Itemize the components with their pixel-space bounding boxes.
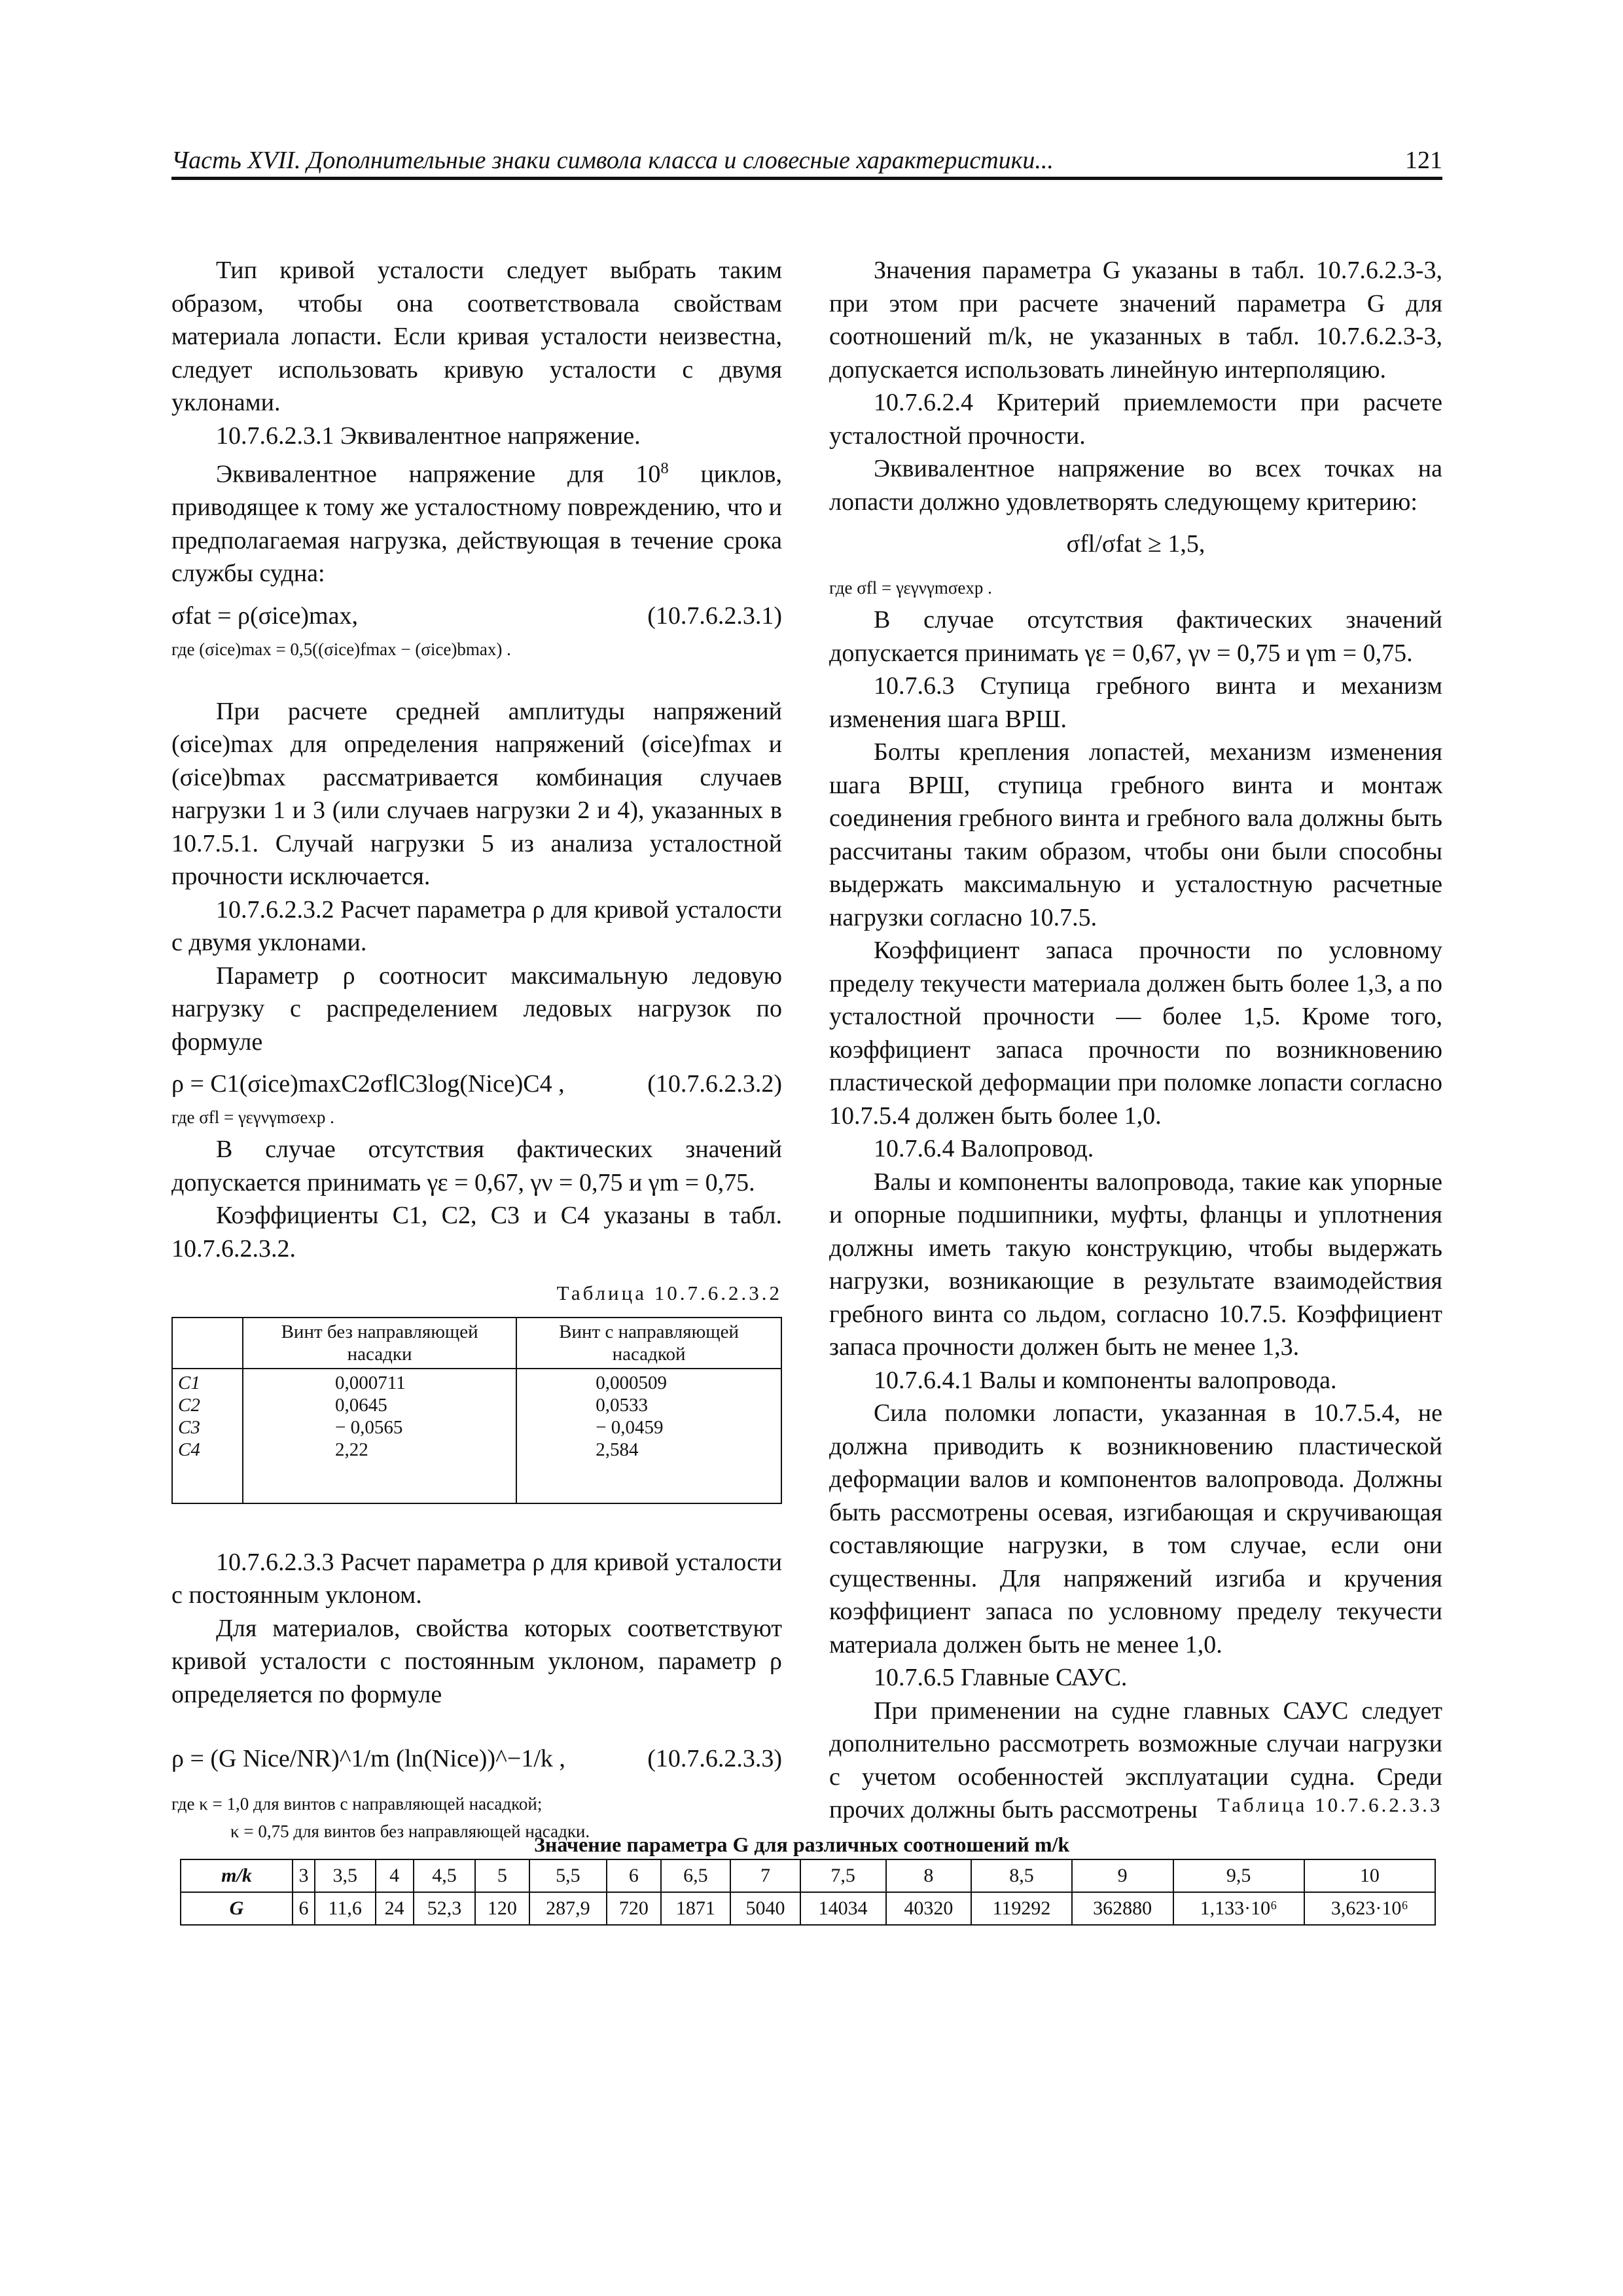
table-cell: 6	[607, 1859, 660, 1892]
equation-number: (10.7.6.2.3.1)	[647, 601, 782, 630]
equation-10-7-6-2-3-1	[171, 600, 782, 635]
table-cell: 6	[293, 1892, 315, 1925]
table-cell: 720	[607, 1892, 660, 1925]
g-table	[180, 1859, 1436, 1926]
criterion-formula: σfl/σfat ≥ 1,5,	[1066, 530, 1205, 558]
table-cell: C1 C2 C3 C4	[172, 1369, 243, 1503]
section-heading: 10.7.6.2.3.1 Эквивалентное напряжение.	[216, 422, 641, 450]
equation-where: κ = 0,75 для винтов без направляющей насадки.	[230, 1821, 590, 1842]
table-cell: 8,5	[971, 1859, 1071, 1892]
paragraph: Для материалов, свойства которых соответствуют кривой усталости с постоянным уклоном, параметр ρ определяется по формуле	[171, 1614, 782, 1708]
page-header	[171, 144, 1442, 181]
table-row	[172, 1369, 781, 1503]
table-cell: 8	[886, 1859, 972, 1892]
table-cell: 10	[1304, 1859, 1435, 1892]
section-heading: 10.7.6.4.1 Валы и компоненты валопровода.	[874, 1366, 1337, 1394]
paragraph: Болты крепления лопастей, механизм изменения шага ВРШ, ступица гребного винта и монтаж соединения гребного винта и гребного вала должны быть рассчитаны таким образом, чтобы они были способны выдержать максимальную и усталостную расчетные нагрузки согласно 10.7.5.	[829, 738, 1442, 931]
table-cell: 119292	[971, 1892, 1071, 1925]
table-title: Значение параметра G для различных соотношений m/k	[534, 1833, 1070, 1856]
left-column	[171, 254, 782, 1847]
table-cell: 1871	[661, 1892, 731, 1925]
equation-body: σfat = ρ(σice)max,	[171, 601, 358, 630]
equation-where: где (σice)max = 0,5((σice)fmax − (σice)bmax) .	[171, 639, 511, 659]
table-cell: 5,5	[529, 1859, 607, 1892]
equation-body: ρ = C1(σice)maxC2σflC3log(Nice)C4 ,	[171, 1070, 565, 1098]
equation-where: где κ = 1,0 для винтов с направляющей насадкой;	[171, 1794, 543, 1814]
table-cell: 11,6	[315, 1892, 376, 1925]
table-row	[181, 1859, 1435, 1892]
table-cell: 5040	[730, 1892, 800, 1925]
table-cell: 9	[1072, 1859, 1173, 1892]
equation-where: где σfl = γεγνγmσexp .	[829, 578, 992, 598]
table-cell: 3	[293, 1859, 315, 1892]
section-heading: 10.7.6.4 Валопровод.	[874, 1135, 1094, 1162]
table-cell: 9,5	[1173, 1859, 1304, 1892]
paragraph: Эквивалентное напряжение во всех точках на лопасти должно удовлетворять следующему критерию:	[829, 455, 1442, 516]
table-cell: 7,5	[800, 1859, 886, 1892]
section-heading: 10.7.6.5 Главные САУС.	[874, 1664, 1128, 1691]
table-header-cell: G	[181, 1892, 293, 1925]
table-cell: 5	[475, 1859, 529, 1892]
equation-10-7-6-2-3-3	[171, 1729, 782, 1789]
table-cell: 120	[475, 1892, 529, 1925]
paragraph: Тип кривой усталости следует выбрать таким образом, чтобы она соответствовала свойствам материала лопасти. Если кривая усталости неизвестна, следует использовать кривую усталости с двумя уклонами.	[171, 257, 782, 416]
table-cell: 287,9	[529, 1892, 607, 1925]
equation-number: (10.7.6.2.3.3)	[647, 1745, 782, 1773]
equation-body: ρ = (G Nice/NR)^1/m (ln(Nice))^−1/k ,	[171, 1745, 565, 1773]
table-header-cell: Винт с направляющей насадкой	[516, 1318, 781, 1369]
coefficients-table	[171, 1317, 782, 1504]
table-header-cell: m/k	[181, 1859, 293, 1892]
g-parameter-table	[180, 1859, 1436, 1926]
paragraph: При применении на судне главных САУС следует дополнительно рассмотреть возможные случаи нагрузки с учетом особенностей эксплуатации судна. Среди прочих должны быть рассмотрены	[829, 1696, 1442, 1823]
paragraph: Коэффициент запаса прочности по условному пределу текучести материала должен быть более 1,3, а по усталостной прочности — более 1,5. Кроме того, коэффициент запаса прочности по возникновению пластической деформации при поломке лопасти согласно 10.7.5.4 должен быть более 1,0.	[829, 937, 1442, 1130]
paragraph: Параметр ρ соотносит максимальную ледовую нагрузку с распределением ледовых нагрузок по формуле	[171, 961, 782, 1056]
running-title: Часть XVII. Дополнительные знаки символа класса и словесные характеристики...	[171, 147, 1054, 174]
table-cell: 24	[376, 1892, 414, 1925]
section-heading: 10.7.6.2.3.2 Расчет параметра ρ для кривой усталости с двумя уклонами.	[171, 895, 782, 957]
table-cell: 6,5	[661, 1859, 731, 1892]
section-heading: 10.7.6.2.4 Критерий приемлемости при расчете усталостной прочности.	[829, 389, 1442, 450]
table-cell: 3,5	[315, 1859, 376, 1892]
table-caption: Таблица 10.7.6.2.3.3	[1217, 1793, 1443, 1816]
table-header-row	[172, 1318, 781, 1369]
header-rule	[171, 177, 1442, 180]
paragraph: В случае отсутствия фактических значений допускается принимать γε = 0,67, γν = 0,75 и γm = 0,75.	[829, 606, 1442, 667]
table-cell: 7	[730, 1859, 800, 1892]
paragraph: Валы и компоненты валопровода, такие как упорные и опорные подшипники, муфты, фланцы и уплотнения должны иметь такую конструкцию, чтобы выдержать нагрузки, возникающие в результате взаимодействия гребного винта со льдом, согласно 10.7.5. Коэффициент запаса прочности должен быть не менее 1,3.	[829, 1168, 1442, 1361]
table-cell: 52,3	[414, 1892, 475, 1925]
section-heading: 10.7.6.2.3.3 Расчет параметра ρ для кривой усталости с постоянным уклоном.	[171, 1548, 782, 1609]
table-cell: 4	[376, 1859, 414, 1892]
table-cell: 40320	[886, 1892, 972, 1925]
table-row	[181, 1892, 1435, 1925]
page-number: 121	[1405, 147, 1442, 174]
paragraph: Коэффициенты C1, C2, C3 и C4 указаны в табл. 10.7.6.2.3.2.	[171, 1202, 782, 1263]
table-cell: 362880	[1072, 1892, 1173, 1925]
table-cell: 0,000711 0,0645 − 0,0565 2,22	[243, 1369, 516, 1503]
equation-where: где σfl = γεγνγmσexp .	[171, 1107, 334, 1128]
paragraph: При расчете средней амплитуды напряжений (σice)max для определения напряжений (σice)fmax и (σice)bmax рассматривается комбинация случаев нагрузки 1 и 3 (или случаев нагрузки 2 и 4), указанных в 10.7.5.1. Случай нагрузки 5 из анализа усталостной прочности исключается.	[171, 697, 782, 891]
equation-10-7-6-2-3-2	[171, 1067, 782, 1103]
table-cell: 1,133·10⁶	[1173, 1892, 1304, 1925]
paragraph: Значения параметра G указаны в табл. 10.7.6.2.3-3, при этом при расчете значений параметра G для соотношений m/k, не указанных в табл. 10.7.6.2.3-3, допускается использовать линейную интерполяцию.	[829, 257, 1442, 384]
table-header-cell	[172, 1318, 243, 1369]
table-cell: 4,5	[414, 1859, 475, 1892]
paragraph: В случае отсутствия фактических значений допускается принимать γε = 0,67, γν = 0,75 и γm = 0,75.	[171, 1136, 782, 1196]
paragraph: Эквивалентное напряжение для $10^8$ циклов, приводящее к тому же усталостному повреждению, что и предполагаемая нагрузка, действующая в течение срока службы судна:	[171, 459, 782, 588]
table-caption: Таблица 10.7.6.2.3.2	[556, 1282, 782, 1305]
section-heading: 10.7.6.3 Ступица гребного винта и механизм изменения шага ВРШ.	[829, 672, 1442, 733]
right-column	[829, 254, 1442, 1827]
table-header-cell: Винт без направляющей насадки	[243, 1318, 516, 1369]
table-cell: 0,000509 0,0533 − 0,0459 2,584	[516, 1369, 781, 1503]
paragraph: Сила поломки лопасти, указанная в 10.7.5.4, не должна приводить к возникновению пластической деформации валов и компонентов валопровода. Должны быть рассмотрены осевая, изгибающая и скручивающая составляющие нагрузки, в том случае, если они существенны. Для напряжений изгиба и кручения коэффициент запаса по условному пределу текучести материала должен быть не менее 1,0.	[829, 1399, 1442, 1659]
table-cell: 3,623·10⁶	[1304, 1892, 1435, 1925]
table-cell: 14034	[800, 1892, 886, 1925]
equation-number: (10.7.6.2.3.2)	[647, 1070, 782, 1098]
